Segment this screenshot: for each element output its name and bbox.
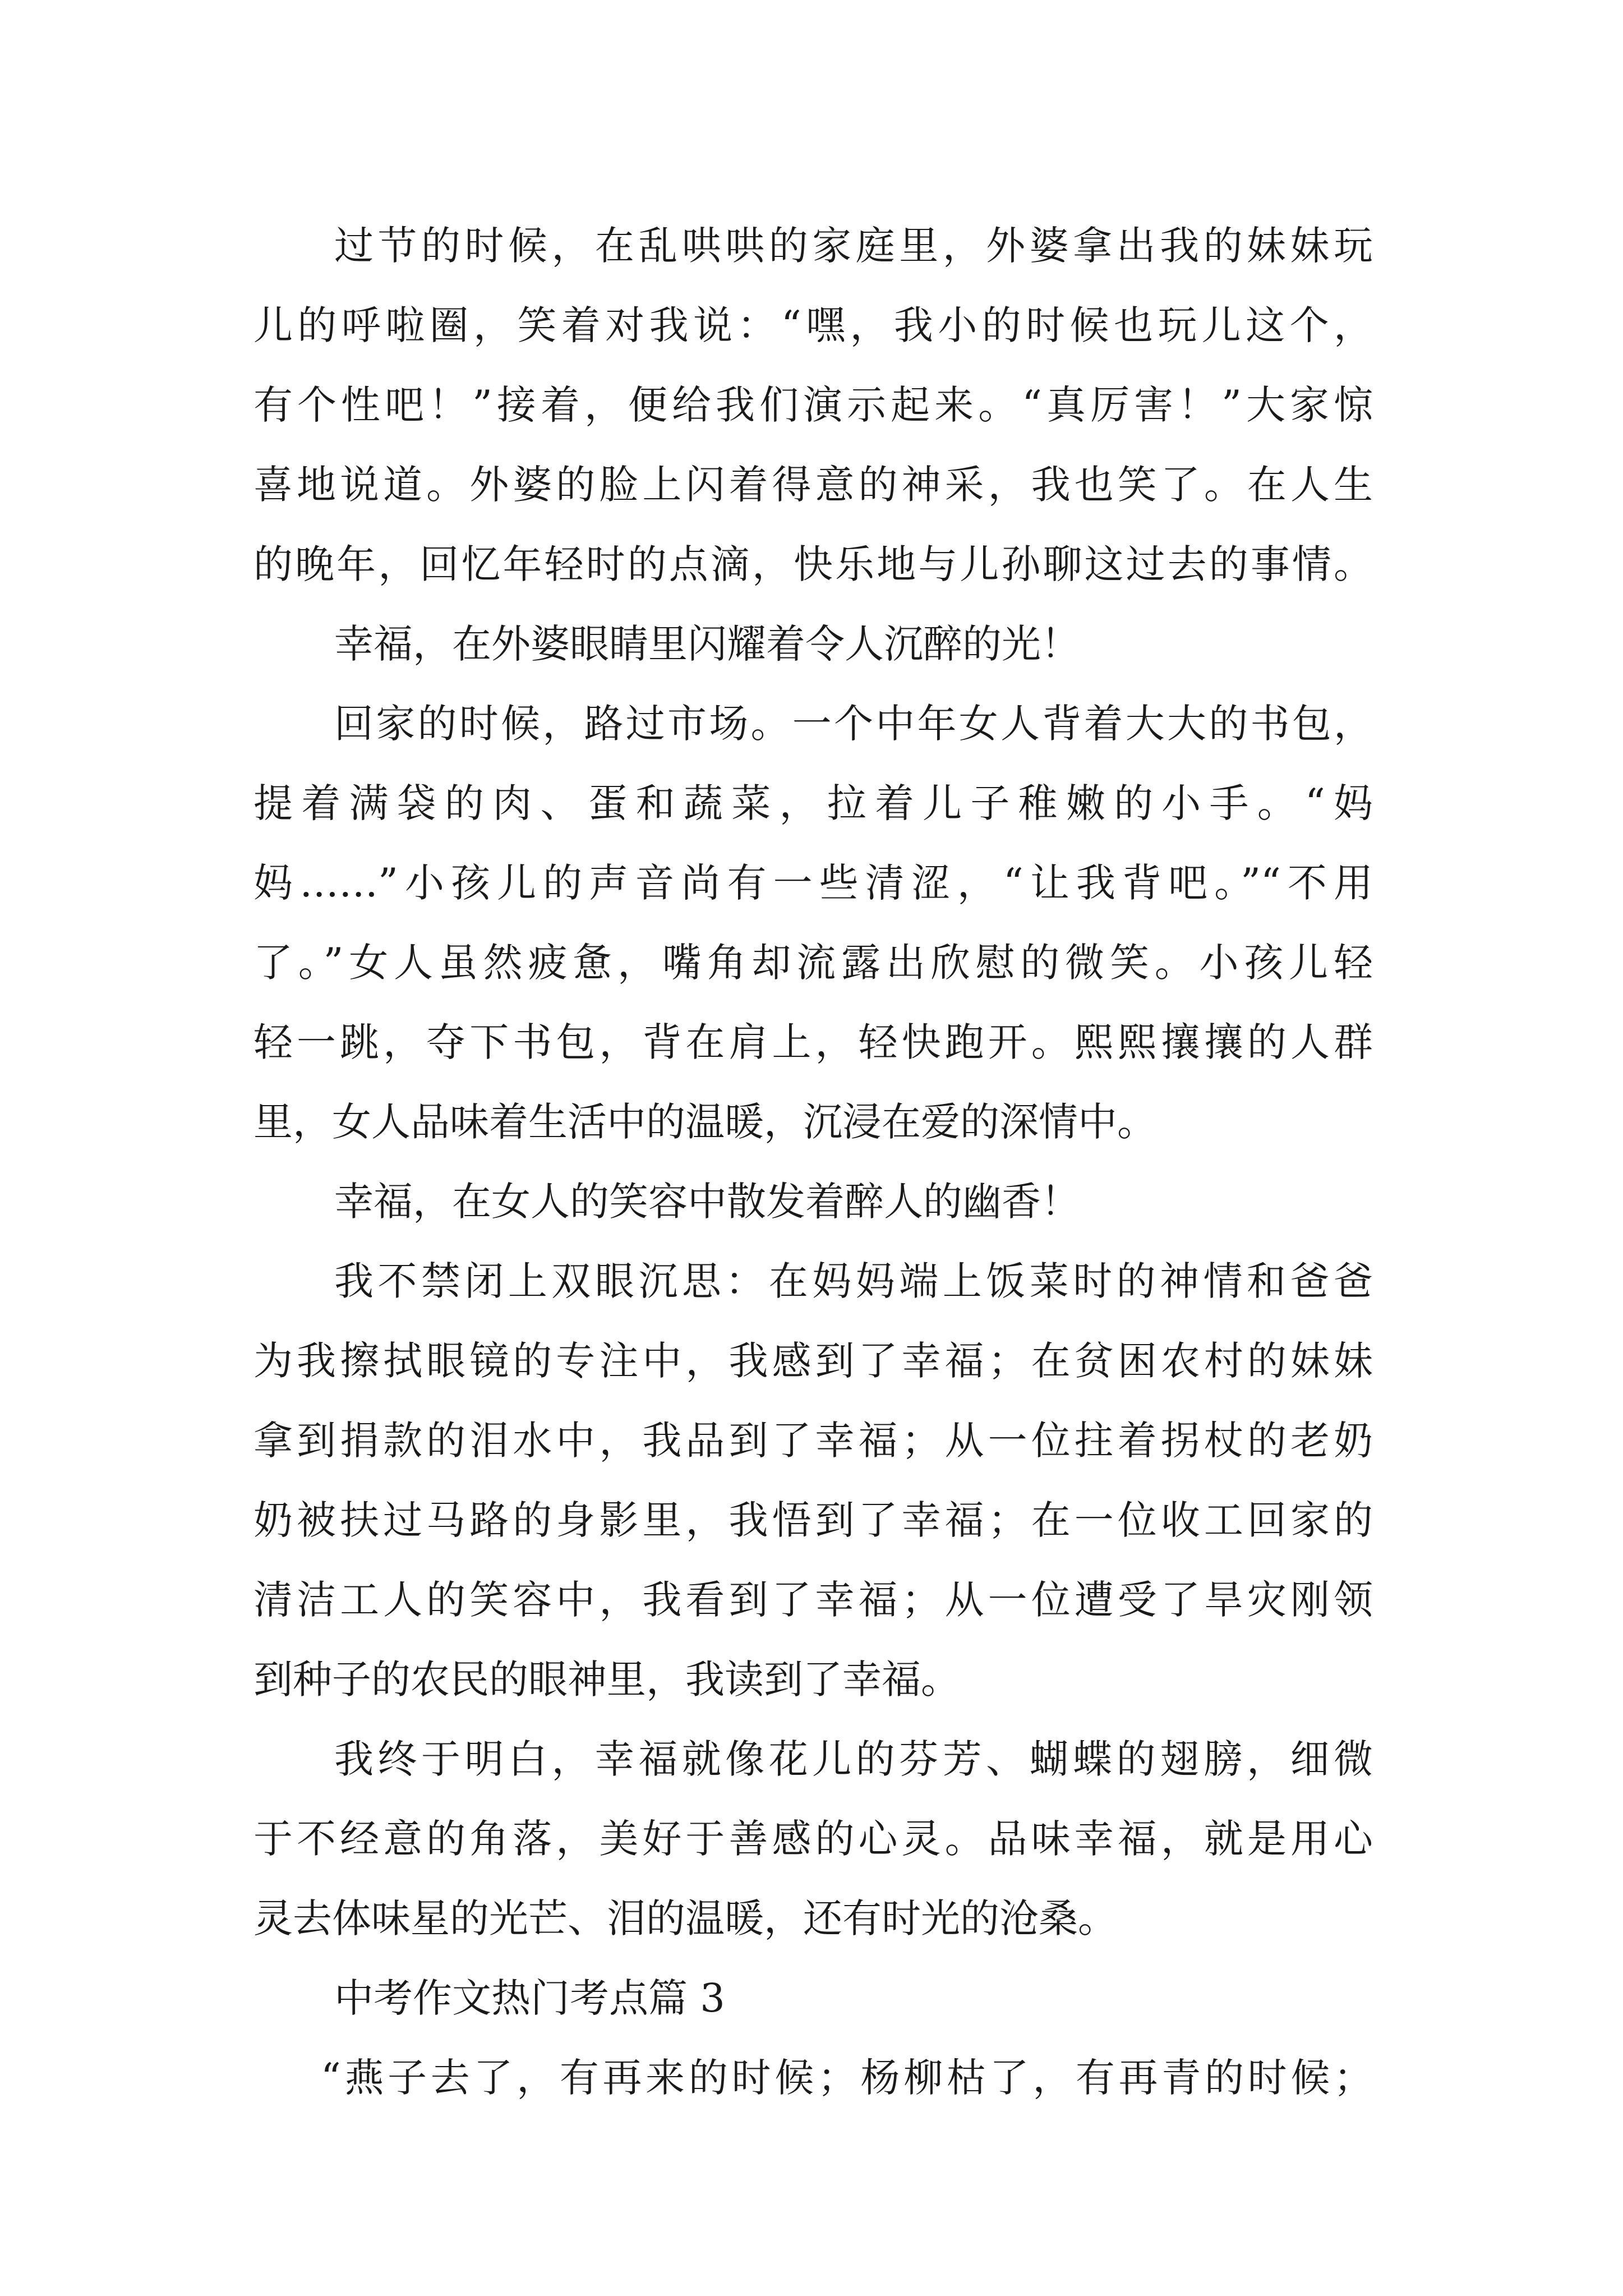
paragraph-3-line-2: 提着满袋的肉、蛋和蔬菜，拉着儿子稚嫩的小手。“妈	[253, 780, 1373, 826]
paragraph-1-line-5: 的晚年，回忆年轻时的点滴，快乐地与儿孙聊这过去的事情。	[253, 541, 1373, 587]
paragraph-3-line-5: 轻一跳，夺下书包，背在肩上，轻快跑开。熙熙攘攘的人群	[253, 1019, 1373, 1065]
paragraph-6-line-3: 灵去体味星的光芒、泪的温暖，还有时光的沧桑。	[253, 1895, 1117, 1941]
paragraph-4-line-1: 幸福，在女人的笑容中散发着醉人的幽香！	[334, 1179, 1080, 1225]
paragraph-1-line-2: 儿的呼啦圈，笑着对我说：“嘿，我小的时候也玩儿这个，	[253, 302, 1373, 348]
paragraph-5-line-2: 为我擦拭眼镜的专注中，我感到了幸福；在贫困农村的妹妹	[253, 1338, 1373, 1384]
paragraph-3-line-4: 了。”女人虽然疲惫，嘴角却流露出欣慰的微笑。小孩儿轻	[253, 940, 1373, 986]
paragraph-3-line-3: 妈……”小孩儿的声音尚有一些清涩，“让我背吧。”“不用	[253, 860, 1373, 906]
paragraph-2-line-1: 幸福，在外婆眼睛里闪耀着令人沉醉的光！	[334, 621, 1080, 667]
paragraph-3-line-1: 回家的时候，路过市场。一个中年女人背着大大的书包，	[334, 701, 1373, 747]
paragraph-5-line-1: 我不禁闭上双眼沉思：在妈妈端上饭菜时的神情和爸爸	[334, 1258, 1373, 1304]
paragraph-5-line-3: 拿到捐款的泪水中，我品到了幸福；从一位拄着拐杖的老奶	[253, 1418, 1373, 1464]
paragraph-5-line-6: 到种子的农民的眼神里，我读到了幸福。	[253, 1657, 960, 1703]
paragraph-5-line-4: 奶被扶过马路的身影里，我悟到了幸福；在一位收工回家的	[253, 1497, 1373, 1543]
paragraph-1-line-4: 喜地说道。外婆的脸上闪着得意的神采，我也笑了。在人生	[253, 462, 1373, 508]
paragraph-1-line-3: 有个性吧！”接着，便给我们演示起来。“真厉害！”大家惊	[253, 382, 1373, 428]
paragraph-7-line-1: “燕子去了，有再来的时候；杨柳枯了，有再青的时候；	[321, 2055, 1373, 2101]
paragraph-6-line-1: 我终于明白，幸福就像花儿的芬芳、蝴蝶的翅膀，细微	[334, 1736, 1373, 1782]
paragraph-6-line-2: 于不经意的角落，美好于善感的心灵。品味幸福，就是用心	[253, 1816, 1373, 1862]
paragraph-1-line-1: 过节的时候，在乱哄哄的家庭里，外婆拿出我的妹妹玩	[334, 223, 1373, 269]
section-heading: 中考作文热门考点篇 3	[334, 1975, 725, 2021]
paragraph-5-line-5: 清洁工人的笑容中，我看到了幸福；从一位遭受了旱灾刚领	[253, 1577, 1373, 1623]
paragraph-3-line-6: 里，女人品味着生活中的温暖，沉浸在爱的深情中。	[253, 1099, 1156, 1145]
